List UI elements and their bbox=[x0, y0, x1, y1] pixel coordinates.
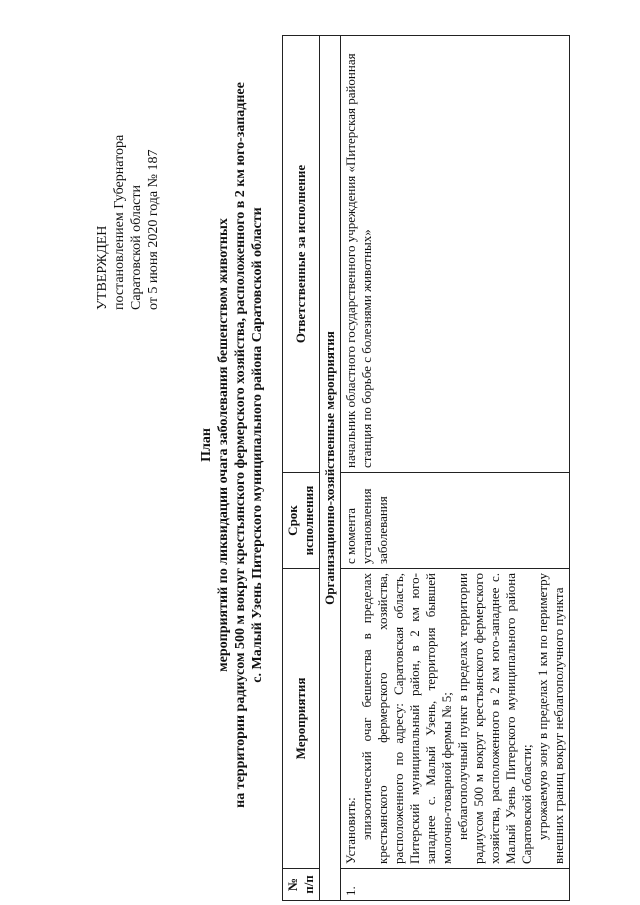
approval-line: УТВЕРЖДЕН bbox=[95, 225, 110, 310]
header-measures: Мероприятия bbox=[283, 569, 320, 869]
section-title: Организационно-хозяйственные мероприятия bbox=[320, 36, 341, 901]
measure-paragraph: Установить: bbox=[343, 797, 358, 864]
approval-line: постановлением Губернатора bbox=[112, 134, 127, 310]
measure-paragraph: угрожаемую зону в пределах 1 км по периметру внешних границ вокруг неблагополучного пункта bbox=[535, 573, 566, 864]
header-num: № п/п bbox=[283, 869, 320, 901]
measure-paragraph: эпизоотический очаг бешенства в пределах крестьянского фермерского хозяйства, расположенного по адресу: Саратовская область, Питерский муниципальный район, в 2 км юго-западнее с. Малый Узень, территория бывшей молочно-товарной фермы № 5; bbox=[359, 573, 454, 864]
approval-line: от 5 июня 2020 года № 187 bbox=[146, 149, 161, 310]
section-row bbox=[320, 36, 341, 901]
title-line: на территории радиусом 500 м вокруг крестьянского фермерского хозяйства, расположенного в 2 км юго-западнее bbox=[233, 82, 248, 808]
measures-table bbox=[282, 35, 570, 901]
header-deadline: Срок исполнения bbox=[283, 473, 320, 569]
header-responsible: Ответственные за исполнение bbox=[283, 36, 320, 473]
table-row bbox=[341, 36, 570, 901]
table-header-row bbox=[283, 36, 320, 901]
title-line: мероприятий по ликвидации очага заболевания бешенством животных bbox=[216, 218, 231, 672]
row-responsible: начальник областного государственного учреждения «Питерская районная станция по борьбе с болезнями животных» bbox=[341, 36, 570, 473]
approval-stamp bbox=[94, 10, 162, 310]
row-number: 1. bbox=[341, 869, 570, 901]
row-deadline: с момента установления заболевания bbox=[341, 473, 570, 569]
row-measures bbox=[341, 569, 570, 869]
measure-paragraph: неблагополучный пункт в пределах территории радиусом 500 м вокруг крестьянского фермерского хозяйства, расположенного в 2 км юго-западнее с. Малый Узень Питерского муниципального района Саратовской области; bbox=[455, 573, 534, 864]
plan-title bbox=[198, 5, 266, 885]
title-line: План bbox=[199, 428, 214, 462]
title-line: с. Малый Узень Питерского муниципального района Саратовской области bbox=[250, 207, 265, 683]
approval-line: Саратовской области bbox=[129, 185, 144, 310]
